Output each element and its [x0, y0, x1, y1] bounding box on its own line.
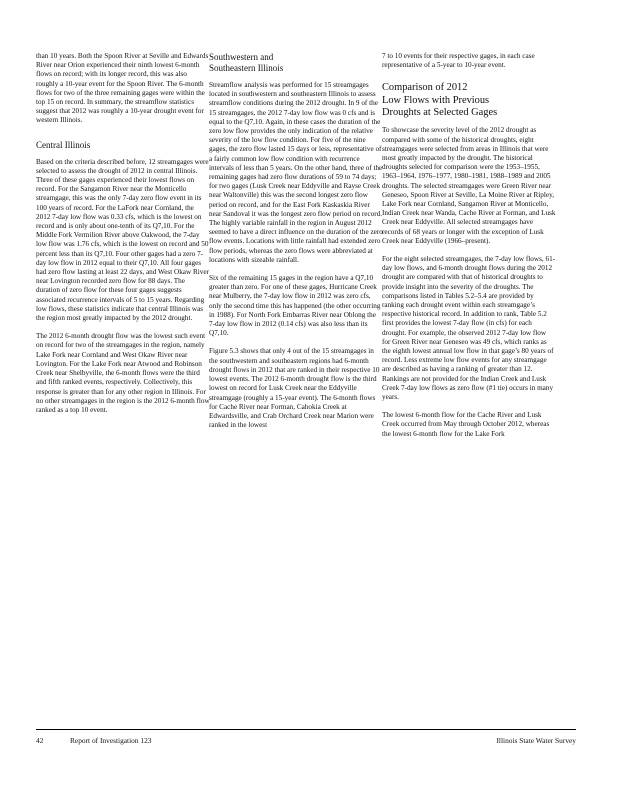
column-left: [36, 52, 210, 424]
paragraph-western-summary: than 10 years. Both the Spoon River at Seville and Edwards River near Orion experienced their ninth lowest 6-month flows on record; with its longer record, this was also roughly a 10-year event for the Spoon River. The 6-month flows for two of the three remaining gages were within the top 15 on record. In summary, the streamflow statistics suggest that 2012 was roughly a 10-year drought event for western Illinois.: [36, 52, 209, 125]
heading-southwestern-southeastern: [209, 52, 383, 74]
heading-comparison: [382, 82, 556, 119]
paragraph-central-7day: Based on the criteria described before, 12 streamgages were selected to assess the drought of 2012 in central Illinois. Three of these gages experienced their lowest flows on record. For the Sangamon River near the Monticello streamgage, this was the only 7-day zero flow event in its 100 years of record. For the LaFork near Cornland, the 2012 7-day low flow was 0.33 cfs, which is the lowest on record and is only about one-tenth of its Q7,10. For the Middle Fork Vermilion River above Oakwood, the 7-day low flow was 1.76 cfs, which is the lowest on record and 50 percent less than its Q7,10. Four other gages had a zero 7-day low flow in 2012 equal to their Q7,10. All four gages had zero flow lasting at least 22 days, and West Okaw River near Lovington recorded zero flow for 88 days. The duration of zero flow for these four gages suggests associated recurrence intervals of 5 to 15 years. Regarding low flows, these statistics indicate that central Illinois was the region most greatly impacted by the 2012 drought.: [36, 157, 209, 323]
paragraph-south-7day: Streamflow analysis was performed for 15 streamgages located in southwestern and southeastern Illinois to assess streamflow conditions during the 2012 drought. In 9 of the 15 streamgages, the 2012 7-day low flow was 0 cfs and is equal to the Q7,10. Again, in these cases the duration of the zero low flow provides the only indication of the relative severity of the low flow condition. For five of the nine gages, the zero flow lasted 15 days or less, representative of a fairly common low flow condition with recurrence intervals of less than 5 years. On the other hand, three of the remaining gages had zero flow durations of 59 to 74 days; for two gages (Lusk Creek near Eddyville and Rayse Creek near Waltonville) this was the second longest zero flow period on record, and for the East Fork Kaskaskia River near Sandoval it was the longest zero flow period on record. The highly variable rainfall in the region in August 2012 seemed to have a direct influence on the duration of the zero flow events. Locations with little rainfall had extended zero flow periods, whereas the zero flows were abbreviated at locations with sizeable rainfall.: [209, 81, 383, 264]
paragraph-south-6month: Figure 5.3 shows that only 4 out of the 15 streamgages in the southwestern and southeastern regions had 6-month drought flows in 2012 that are ranked in their respective 10 lowest events. The 2012 6-month drought flow is the third lowest on record for Lusk Creek near the Eddyville streamgage (roughly a 15-year event). The 6-month flows for Cache River near Forman, Cahokia Creek at Edwardsville, and Crab Orchard Creek near Marion were ranked in the lowest: [209, 347, 380, 430]
heading-line: Droughts at Selected Gages: [382, 107, 498, 118]
footer-agency: Illinois State Water Survey: [496, 736, 576, 745]
paragraph-south-q710: Six of the remaining 15 gages in the region have a Q7,10 greater than zero. For one of these gages, Hurricane Creek near Mulberry, the 7-day low flow in 2012 was zero cfs, only the second time this has happened (the other occurring in 1988). For North Fork Embarras River near Oblong the 7-day low flow in 2012 (0.14 cfs) was also less than its Q7,10.: [209, 274, 381, 338]
paragraph-central-6month: The 2012 6-month drought flow was the lowest such event on record for two of the streamgages in the region, namely Lake Fork near Cornland and West Okaw River near Lovington. For the Lake Fork near Atwood and Robinson Creek near Shelbyville, the 6-month flows were the third and fifth ranked events, respectively. Collectively, this response is greater than for any other region in Illinois. For no other streamgages in the region is the 2012 6-month flow ranked as a top 10 event.: [36, 332, 210, 414]
heading-line: Comparison of 2012: [382, 82, 468, 94]
column-middle: [209, 52, 383, 439]
paragraph-comparison-tables: For the eight selected streamgages, the 7-day low flows, 61-day low flows, and 6-month drought flows during the 2012 drought are compared with that of historical droughts to provide insight into the severity of the droughts. The comparisons listed in Tables 5.2–5.4 are provided by ranking each drought event within each streamgage’s respective historical record. In addition to rank, Table 5.2 first provides the lowest 7-day flow (in cfs) for each drought. For example, the observed 2012 7-day low flow for Green River near Geneseo was 49 cfs, which ranks as the eighth lowest annual low flow in that gage’s 80 years of record. Less extreme low flow events for any streamgage are described as having a ranking of greater than 12. Rankings are not provided for the Indian Creek and Lusk Creek 7-day low flows as zero flow (#1 tie) occurs in many years.: [382, 254, 556, 401]
footer-divider: [36, 729, 576, 730]
heading-line: Southeastern Illinois: [209, 63, 284, 73]
paragraph-south-continued: 7 to 10 events for their respective gages, in each case representative of a 5-year to 10-year event.: [382, 52, 535, 70]
column-right: [382, 52, 556, 448]
footer-report-title: Report of Investigation 123: [70, 736, 152, 745]
paragraph-comparison-6month: The lowest 6-month flow for the Cache River and Lusk Creek occurred from May through October 2012, whereas the lowest 6-month flow for the Lake Fork: [382, 411, 550, 438]
heading-central-illinois: Central Illinois: [36, 139, 91, 150]
heading-line: Low Flows with Previous: [382, 94, 490, 106]
footer-page-number: 42: [36, 736, 44, 745]
heading-line: Southwestern and: [209, 52, 274, 62]
paragraph-comparison-intro: To showcase the severity level of the 2012 drought as compared with some of the historical droughts, eight streamgages were selected from areas in Illinois that were most greatly impacted by the drought. The historical droughts selected for comparison were the 1953–1955, 1963–1964, 1976–1977, 1980–1981, 1988–1989 and 2005 droughts. The selected streamgages were Green River near Geneseo, Spoon River at Seville, La Moine River at Ripley, Lake Fork near Cornland, Sangamon River at Monticello, Indian Creek near Wanda, Cache River at Forman, and Lusk Creek near Eddyville. All selected streamgages have records of 68 years or longer with the exception of Lusk Creek near Eddyville (1966–present).: [382, 126, 556, 245]
